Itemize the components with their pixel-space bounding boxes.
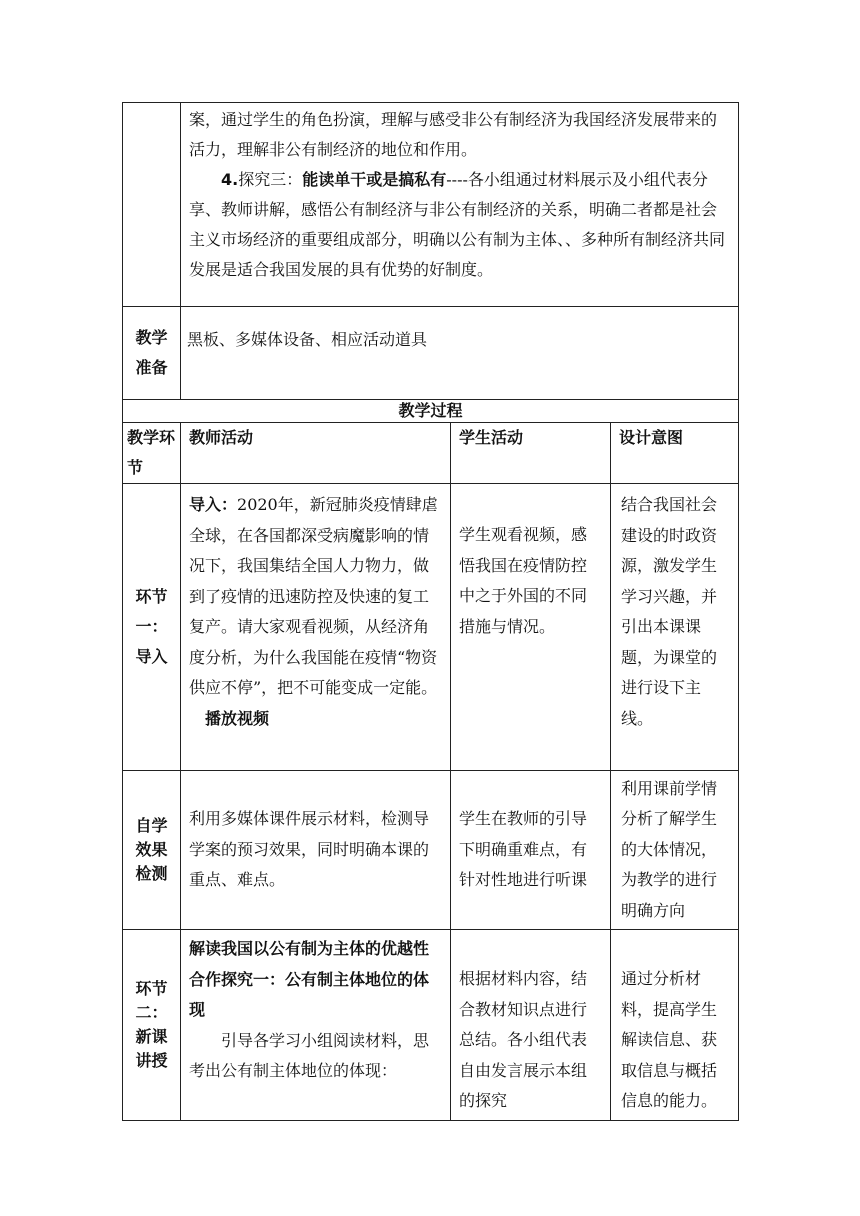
cooperative-inquiry-title: 合作探究一：公有制主体地位的体现 xyxy=(189,969,430,1019)
process-title-row xyxy=(123,400,739,423)
item4-prefix: 探究三： xyxy=(238,170,303,189)
prep-label-line1: 教学 xyxy=(135,328,168,347)
prep-label xyxy=(123,307,181,400)
continuation-row xyxy=(123,103,739,307)
teacher-activity-text: 利用多媒体课件展示材料，检测导学案的预习效果，同时明确本课的重点、难点。 xyxy=(189,809,430,890)
teacher-activity-text xyxy=(189,490,442,704)
stage-label: 环节二：新课讲授 xyxy=(123,930,181,1121)
stage-row xyxy=(123,771,739,930)
item4-number: 4. xyxy=(221,170,239,189)
continuation-paragraph: 案，通过学生的角色扮演，理解与感受非公有制经济为我国经济发展带来的活力，理解非公有制经济的地位和作用。 xyxy=(189,110,718,159)
student-activity-text: 学生在教师的引导下明确重难点，有针对性地进行听课 xyxy=(459,809,588,890)
student-activity-text: 根据材料内容，结合教材知识点进行总结。各小组代表自由发言展示本组的探究 xyxy=(459,969,588,1110)
item4-text: ----各小组通过材料展示及小组代表分享、教师讲解，感悟公有制经济与非公有制经济的关系，明确二者都是社会主义市场经济的重要组成部分，明确以公有制为主体、、多种所有制经济共同发展是适合我国发展的具有优势的好制度。 xyxy=(189,170,726,279)
design-intent-cell xyxy=(611,484,739,771)
play-video-text: 播放视频 xyxy=(205,708,270,728)
design-intent-text: 结合我国社会建设的时政资源，激发学生学习兴趣，并引出本课课题，为课堂的进行设下主线。 xyxy=(621,495,718,728)
student-activity-cell xyxy=(451,930,611,1121)
header-teacher: 教师活动 xyxy=(181,423,451,484)
student-activity-cell xyxy=(451,771,611,930)
student-activity-cell xyxy=(451,484,611,771)
design-intent-cell xyxy=(611,771,739,930)
stage-label: 自学效果检测 xyxy=(123,771,181,930)
process-title: 教学过程 xyxy=(123,400,739,423)
design-intent-cell xyxy=(611,930,739,1121)
teacher-activity-text: 引导各学习小组阅读材料，思考出公有制主体地位的体现： xyxy=(189,1030,430,1080)
lesson-section-title: 解读我国以公有制为主体的优越性 xyxy=(189,939,430,958)
teacher-activity-body: 2020年，新冠肺炎疫情肆虐全球，在各国都深受病魔影响的情况下，我国集结全国人力物力，做到了疫情的迅速防控及快速的复工复产。请大家观看视频，从经济角度分析，为什么我国能在疫情“物资供应不停”，把不可能变成一定能。 xyxy=(189,495,438,697)
item4-paragraph xyxy=(189,165,730,285)
item4-title: 能读单干或是搞私有 xyxy=(302,170,447,189)
prep-label-line2: 准备 xyxy=(135,358,168,377)
stage-row xyxy=(123,484,739,771)
header-row xyxy=(123,423,739,484)
lead-in-label: 导入： xyxy=(189,495,238,514)
header-design: 设计意图 xyxy=(611,423,739,484)
prep-row xyxy=(123,307,739,400)
teacher-activity-cell xyxy=(181,930,451,1121)
stage-label: 环节一：导入 xyxy=(123,484,181,771)
stage-row xyxy=(123,930,739,1121)
header-student: 学生活动 xyxy=(451,423,611,484)
design-intent-text: 利用课前学情分析了解学生的大体情况，为教学的进行明确方向 xyxy=(621,778,718,920)
prep-content xyxy=(181,307,739,400)
header-stage: 教学环节 xyxy=(123,423,181,484)
student-activity-text: 学生观看视频，感悟我国在疫情防控中之于外国的不同措施与情况。 xyxy=(459,525,588,636)
continuation-content-cell xyxy=(181,103,739,307)
teacher-activity-cell xyxy=(181,484,451,771)
continuation-label-cell xyxy=(123,103,181,307)
lesson-plan-table xyxy=(122,102,739,1121)
design-intent-text: 通过分析材料，提高学生解读信息、获取信息与概括信息的能力。 xyxy=(621,969,718,1110)
teacher-activity-cell xyxy=(181,771,451,930)
prep-text: 黑板、多媒体设备、相应活动道具 xyxy=(187,330,428,349)
